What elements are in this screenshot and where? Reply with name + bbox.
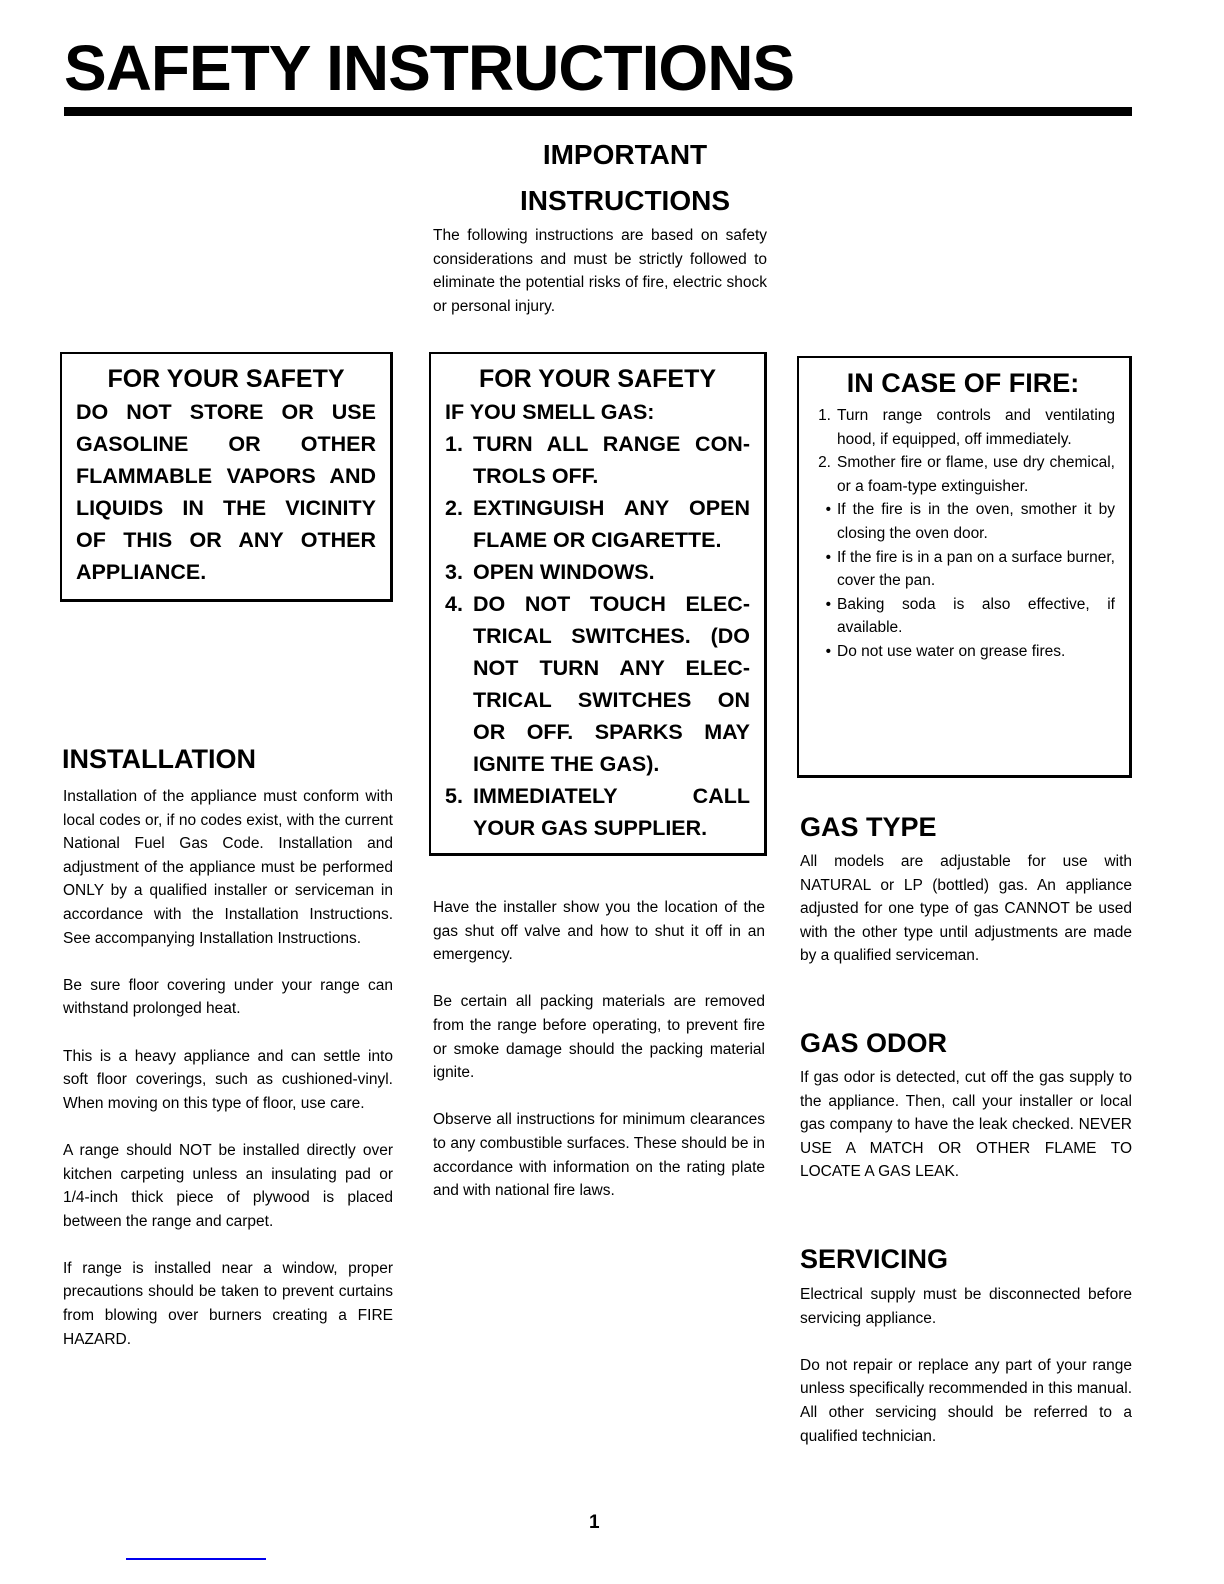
fire-item-text: Baking soda is also effective, if available.	[837, 595, 1115, 637]
servicing-paragraph: Electrical supply must be disconnected before servicing appliance.	[800, 1286, 1132, 1327]
step-line: TRICAL SWITCHES. (DO	[473, 624, 750, 648]
storage-box-title: FOR YOUR SAFETY	[107, 365, 345, 393]
intro-text: The following instructions are based on safety considerations and must be strictly followed to eliminate the potential risks of fire, electric shock or personal injury.	[433, 227, 767, 315]
gas-smell-warning	[445, 362, 750, 844]
gas-odor-heading: GAS ODOR	[800, 1028, 948, 1058]
fire-item	[811, 498, 1115, 545]
installation-paragraph: If range is installed near a window, proper precautions should be taken to prevent curtains from blowing over burners creating a FIRE HAZARD.	[63, 1259, 393, 1348]
middle-paragraph: Observe all instructions for minimum clearances to any combustible surfaces. These should be in accordance with information on the rating plate and with national fire laws.	[433, 1111, 765, 1200]
step-line: DO NOT TOUCH ELEC-	[473, 592, 750, 616]
step-line: TROLS OFF.	[473, 464, 599, 488]
fire-item-number: 2.	[818, 454, 831, 472]
gas-odor-section	[800, 1066, 1132, 1184]
important-heading-line2: INSTRUCTIONS	[520, 185, 730, 216]
gas-step	[445, 492, 750, 556]
fire-box-title: IN CASE OF FIRE:	[846, 368, 1080, 398]
step-number: 5.	[445, 784, 463, 808]
gas-type-text: All models are adjustable for use with NATURAL or LP (bottled) gas. An appliance adjusted for one type of gas CANNOT be used with the other type until adjustments are made by a qualified serviceman.	[800, 853, 1132, 965]
installation-heading: INSTALLATION	[62, 744, 256, 774]
step-line: TRICAL SWITCHES ON	[473, 688, 750, 712]
gas-step	[445, 556, 750, 588]
step-line: OPEN WINDOWS.	[473, 560, 655, 584]
installation-paragraph: A range should NOT be installed directly over kitchen carpeting unless an insulating pad or 1/4-inch thick piece of plywood is placed between the range and carpet.	[63, 1141, 393, 1230]
storage-warning	[76, 362, 376, 588]
gas-type-section	[800, 850, 1132, 968]
storage-line: LIQUIDS IN THE VICINITY	[76, 496, 376, 520]
bullet-icon: •	[825, 501, 831, 519]
gas-odor-text: If gas odor is detected, cut off the gas supply to the appliance. Then, call your installer or local gas company to have the leak checked. NEVER USE A MATCH OR OTHER FLAME TO LOCATE A GAS LEAK.	[800, 1069, 1132, 1181]
step-line: YOUR GAS SUPPLIER.	[473, 816, 708, 840]
middle-body	[433, 896, 765, 1203]
fire-item	[811, 640, 1115, 664]
installation-body	[63, 785, 393, 1351]
fire-item-text: Do not use water on grease fires.	[837, 642, 1066, 660]
servicing-paragraph: Do not repair or replace any part of your range unless specifically recommended in this manual. All other servicing should be referred to a qualified technician.	[800, 1356, 1132, 1445]
safety-box-gas-smell	[429, 352, 767, 856]
middle-paragraph: Be certain all packing materials are removed from the range before operating, to prevent fire or smoke damage should the packing material ignite.	[433, 993, 765, 1082]
step-number: 4.	[445, 592, 463, 616]
step-line: IMMEDIATELY CALL	[473, 784, 750, 808]
important-intro	[433, 224, 767, 318]
fire-item-text: Turn range controls and ventilating hood, if equipped, off immediately.	[837, 407, 1115, 448]
gas-box-title: FOR YOUR SAFETY	[478, 365, 717, 393]
fire-box	[797, 356, 1132, 778]
storage-line: DO NOT STORE OR USE	[76, 400, 376, 424]
fire-content	[811, 366, 1115, 664]
bullet-icon: •	[825, 595, 831, 613]
servicing-heading: SERVICING	[800, 1244, 949, 1274]
bullet-icon: •	[825, 548, 831, 566]
bullet-icon: •	[825, 642, 831, 660]
footer-link-underline	[126, 1558, 266, 1560]
step-number: 1.	[445, 432, 463, 456]
page-title: SAFETY INSTRUCTIONS	[64, 32, 795, 104]
fire-item-text: If the fire is in the oven, smother it by closing the oven door.	[837, 501, 1115, 542]
step-number: 2.	[445, 496, 463, 520]
fire-item-text: If the fire is in a pan on a surface burner, cover the pan.	[837, 548, 1115, 590]
fire-list	[811, 404, 1115, 664]
gas-box-subtitle: IF YOU SMELL GAS:	[445, 400, 655, 424]
installation-paragraph: This is a heavy appliance and can settle into soft floor coverings, such as cushioned-vinyl. When moving on this type of floor, use care.	[63, 1047, 393, 1112]
servicing-body	[800, 1283, 1132, 1448]
safety-box-storage	[60, 352, 393, 602]
fire-item	[811, 404, 1115, 451]
fire-item-number: 1.	[818, 407, 831, 424]
middle-paragraph: Have the installer show you the location of the gas shut off valve and how to shut it off in an emergency.	[433, 899, 765, 964]
fire-item-text: Smother fire or flame, use dry chemical, or a foam-type extinguisher.	[837, 454, 1115, 495]
gas-step	[445, 588, 750, 780]
storage-line: FLAMMABLE VAPORS AND	[76, 464, 376, 488]
fire-item	[811, 451, 1115, 498]
gas-step	[445, 780, 750, 844]
storage-line: GASOLINE OR OTHER	[76, 432, 376, 456]
fire-item	[811, 546, 1115, 593]
installation-paragraph: Installation of the appliance must conform with local codes or, if no codes exist, with the current National Fuel Gas Code. Installation and adjustment of the appliance must be performed ONLY by a qualified installer or serviceman in accordance with the Installation Instructions. See accompanying Installation Instructions.	[63, 788, 393, 947]
gas-type-heading: GAS TYPE	[800, 812, 937, 842]
storage-line: APPLIANCE.	[76, 560, 207, 584]
title-underline	[64, 107, 1132, 116]
installation-section	[63, 785, 393, 1351]
page-number: 1	[589, 1512, 600, 1533]
step-line: IGNITE THE GAS).	[473, 752, 660, 776]
installation-paragraph: Be sure floor covering under your range can withstand prolonged heat.	[63, 976, 393, 1018]
step-line: NOT TURN ANY ELEC-	[473, 656, 750, 680]
step-line: EXTINGUISH ANY OPEN	[473, 496, 750, 520]
step-line: FLAME OR CIGARETTE.	[473, 528, 722, 552]
middle-section	[433, 896, 765, 1203]
important-heading-line1: IMPORTANT	[542, 139, 708, 170]
step-line: OR OFF. SPARKS MAY	[473, 720, 750, 744]
fire-item	[811, 593, 1115, 640]
servicing-section	[800, 1283, 1132, 1448]
step-line: TURN ALL RANGE CON-	[473, 432, 750, 456]
step-number: 3.	[445, 560, 463, 584]
gas-step	[445, 428, 750, 492]
storage-line: OF THIS OR ANY OTHER	[76, 528, 376, 552]
